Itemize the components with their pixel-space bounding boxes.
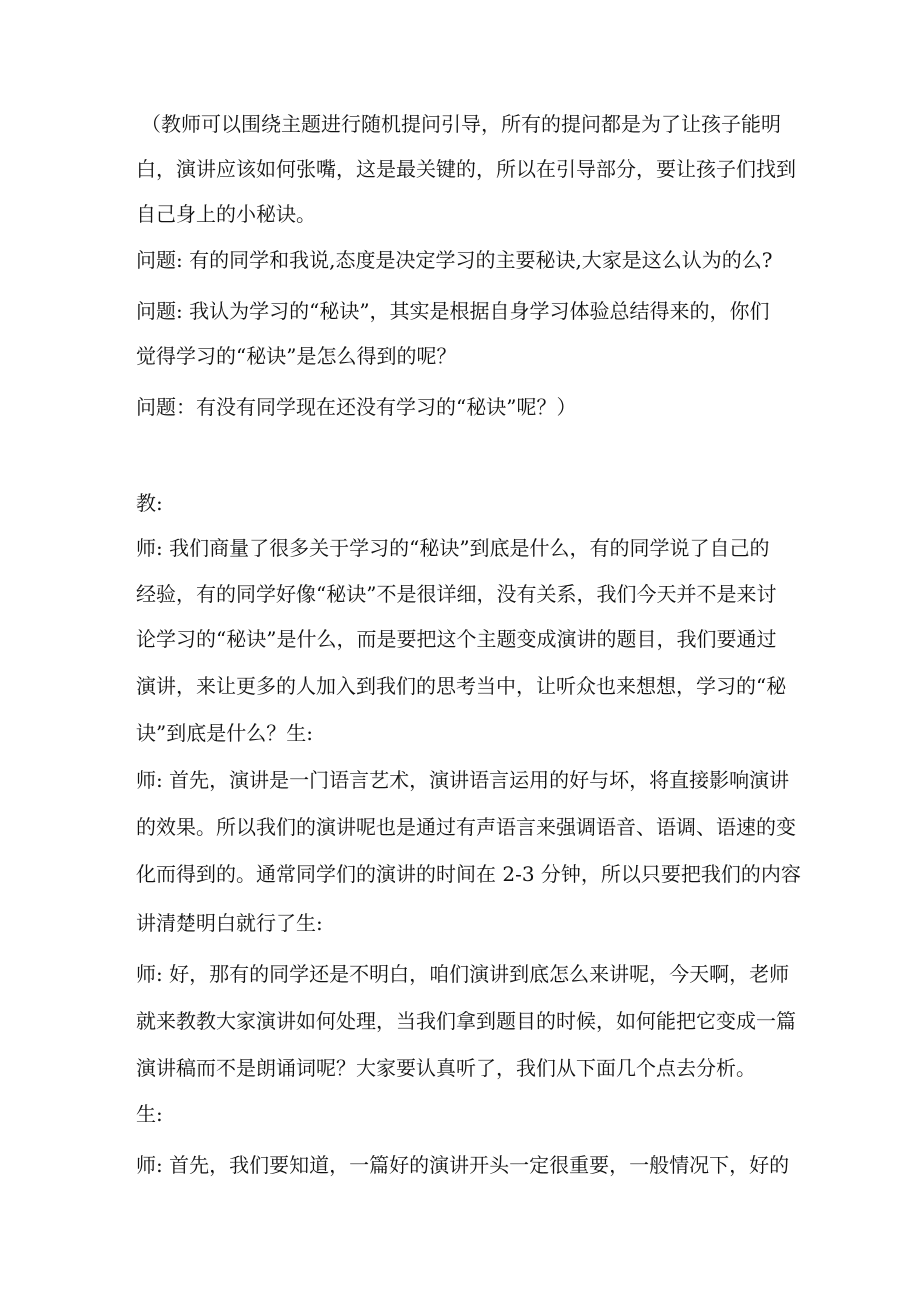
text-line: 白，演讲应该如何张嘴，这是最关键的，所以在引导部分，要让孩子们找到: [136, 157, 796, 181]
question-line: 问题：有没有同学现在还没有学习的“秘诀”呢？）: [136, 395, 577, 419]
dialogue-line: 演讲稿而不是朗诵词呢？大家要认真听了，我们从下面几个点去分析。: [136, 1056, 756, 1080]
dialogue-line: 师: 我们商量了很多关于学习的“秘诀”到底是什么，有的同学说了自己的: [136, 536, 770, 560]
question-line: 问题: 我认为学习的“秘诀”，其实是根据自身学习体验总结得来的，你们: [136, 299, 770, 323]
dialogue-line: 就来教教大家演讲如何处理，当我们拿到题目的时候，如何能把它变成一篇: [136, 1009, 796, 1033]
question-line: 问题: 有的同学和我说,态度是决定学习的主要秘诀,大家是这么认为的么?: [136, 248, 773, 272]
dialogue-line: 诀”到底是什么？生:: [136, 721, 313, 745]
dialogue-line: 化而得到的。通常同学们的演讲的时间在 2-3 分钟，所以只要把我们的内容: [136, 862, 801, 886]
dialogue-line: 讲清楚明白就行了生:: [136, 911, 323, 935]
dialogue-line: 师: 首先，我们要知道，一篇好的演讲开头一定很重要，一般情况下，好的: [136, 1153, 790, 1177]
speaker-label: 教:: [136, 491, 163, 515]
text-line: （教师可以围绕主题进行随机提问引导，所有的提问都是为了让孩子能明: [141, 112, 781, 136]
speaker-label: 生:: [136, 1102, 163, 1126]
dialogue-line: 论学习的“秘诀”是什么，而是要把这个主题变成演讲的题目，我们要通过: [136, 627, 777, 651]
dialogue-line: 师: 首先，演讲是一门语言艺术，演讲语言运用的好与坏，将直接影响演讲: [136, 768, 790, 792]
dialogue-line: 师: 好，那有的同学还是不明白，咱们演讲到底怎么来讲呢，今天啊，老师: [136, 962, 790, 986]
text-line: 自己身上的小秘诀。: [136, 202, 316, 226]
dialogue-line: 的效果。所以我们的演讲呢也是通过有声语言来强调语音、语调、语速的变: [136, 815, 796, 839]
dialogue-line: 经验，有的同学好像“秘诀”不是很详细，没有关系，我们今天并不是来讨: [136, 582, 777, 606]
text-line: 觉得学习的“秘诀”是怎么得到的呢？: [136, 344, 457, 368]
dialogue-line: 演讲，来让更多的人加入到我们的思考当中，让听众也来想想，学习的“秘: [136, 674, 787, 698]
